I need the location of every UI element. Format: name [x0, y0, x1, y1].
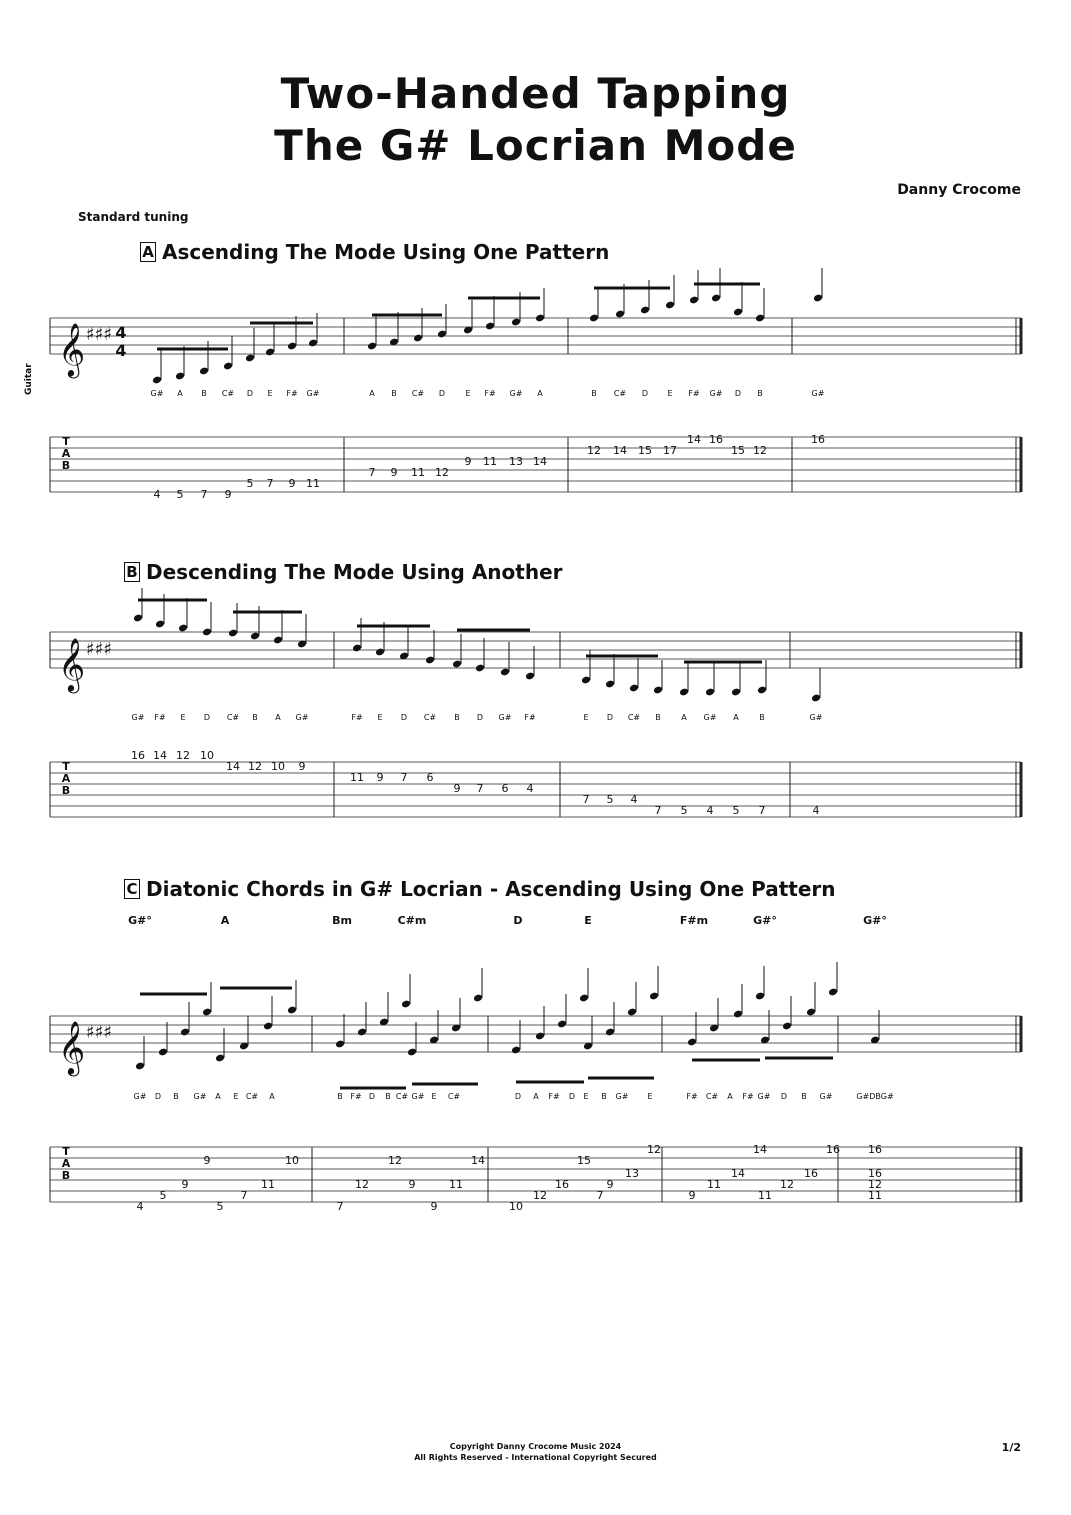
tab-fret-number: 13: [625, 1167, 639, 1180]
tab-fret-number: 12: [780, 1178, 794, 1191]
tab-fret-number: 11: [758, 1189, 772, 1202]
tab-fret-number: 9: [203, 1154, 211, 1167]
tab-fret-number: 9: [464, 455, 472, 468]
tab-fret-number: 7: [266, 477, 274, 490]
tab-fret-number: 11: [350, 771, 364, 784]
tab-fret-number: 14: [687, 433, 701, 446]
tab-fret-number: 9: [181, 1178, 189, 1191]
tab-fret-number: 4: [812, 804, 820, 817]
tab-clef-t: T: [62, 435, 70, 448]
note-name-label: E: [647, 1092, 653, 1101]
tab-fret-number: 7: [368, 466, 376, 479]
tab-fret-number: 12: [647, 1143, 661, 1156]
tab-fret-number: 12: [587, 444, 601, 457]
page-number: 1/2: [1001, 1441, 1021, 1454]
note-name-label: D: [368, 1092, 376, 1101]
tab-fret-number: 7: [240, 1189, 248, 1202]
tab-fret-number: 14: [613, 444, 627, 457]
chord-symbol: A: [220, 914, 230, 927]
note-name-label: F#: [286, 389, 298, 398]
note-name-label: G#: [306, 389, 320, 398]
note-name-label: B: [757, 389, 763, 398]
treble-clef: 𝄞: [58, 322, 86, 376]
note-name-label: E: [233, 1092, 239, 1101]
note-name-label: G#: [295, 713, 309, 722]
note-name-label: D: [514, 1092, 522, 1101]
tab-fret-number: 11: [868, 1189, 882, 1202]
tab-fret-number: 14: [731, 1167, 745, 1180]
time-signature-bottom: 4: [115, 341, 127, 360]
tab-fret-number: 9: [390, 466, 398, 479]
note-name-label: D: [154, 1092, 162, 1101]
tab-fret-number: 9: [408, 1178, 416, 1191]
note-name-label: A: [275, 713, 281, 722]
instrument-label: Guitar: [24, 363, 34, 395]
system-2-tab-staff: [50, 762, 1021, 817]
system-2-staff: [50, 632, 1021, 668]
tab-fret-number: 5: [246, 477, 254, 490]
note-name-label: E: [583, 713, 589, 722]
note-name-label: B: [173, 1092, 179, 1101]
tab-fret-number: 12: [176, 749, 190, 762]
tab-fret-number: 16: [868, 1143, 882, 1156]
chord-symbol: F#m: [679, 914, 709, 927]
tab-fret-number: 15: [731, 444, 745, 457]
tab-fret-number: 13: [509, 455, 523, 468]
tab-fret-number: 7: [596, 1189, 604, 1202]
note-name-label: C#: [627, 713, 641, 722]
tab-fret-number: 7: [336, 1200, 344, 1213]
note-name-label: G#: [133, 1092, 147, 1101]
note-name-label: E: [465, 389, 471, 398]
note-name-label: C#: [613, 389, 627, 398]
section-a-title: Ascending The Mode Using One Pattern: [162, 240, 610, 264]
chord-symbol: G#°: [863, 914, 887, 927]
note-name-label: A: [369, 389, 375, 398]
note-name-label: F#: [154, 713, 166, 722]
tab-fret-number: 5: [606, 793, 614, 806]
tab-fret-number: 9: [376, 771, 384, 784]
chord-symbol: G#°: [753, 914, 777, 927]
tab-fret-number: 9: [453, 782, 461, 795]
note-name-label: F#: [688, 389, 700, 398]
chord-symbol: C#m: [397, 914, 427, 927]
tab-fret-number: 7: [400, 771, 408, 784]
tab-fret-number: 14: [471, 1154, 485, 1167]
tab-clef-b: B: [61, 784, 71, 797]
tab-fret-number: 5: [159, 1189, 167, 1202]
note-name-label: C#: [226, 713, 240, 722]
note-name-label: B: [391, 389, 397, 398]
tab-fret-number: 14: [153, 749, 167, 762]
note-name-label: A: [533, 1092, 539, 1101]
note-name-label: C#: [411, 389, 425, 398]
tab-fret-number: 9: [688, 1189, 696, 1202]
tab-fret-number: 4: [630, 793, 638, 806]
note-name-label: F#: [548, 1092, 560, 1101]
note-name-label: A: [733, 713, 739, 722]
note-name-label: D: [476, 713, 484, 722]
tab-fret-number: 14: [226, 760, 240, 773]
chord-symbol: E: [584, 914, 592, 927]
tab-fret-number: 16: [826, 1143, 840, 1156]
tab-fret-number: 12: [248, 760, 262, 773]
tab-fret-number: 12: [868, 1178, 882, 1191]
note-name-label: C#: [395, 1092, 409, 1101]
note-name-label: A: [215, 1092, 221, 1101]
composer: Danny Crocome: [897, 182, 1021, 198]
tab-fret-number: 9: [430, 1200, 438, 1213]
tab-clef-a: A: [61, 447, 71, 460]
note-name-label: G#: [757, 1092, 771, 1101]
tab-fret-number: 10: [509, 1200, 523, 1213]
note-name-label: B: [201, 389, 207, 398]
tuning-label: Standard tuning: [78, 210, 189, 224]
tab-fret-number: 6: [501, 782, 509, 795]
tab-fret-number: 9: [606, 1178, 614, 1191]
note-name-label: E: [667, 389, 673, 398]
note-name-label: G#: [811, 389, 825, 398]
title-line-1: Two-Handed Tapping: [280, 69, 791, 118]
note-name-label: G#: [615, 1092, 629, 1101]
note-name-label: C#: [447, 1092, 461, 1101]
system-3-staff: [50, 1016, 1021, 1052]
tab-fret-number: 16: [131, 749, 145, 762]
note-name-label: B: [655, 713, 661, 722]
tab-fret-number: 11: [707, 1178, 721, 1191]
treble-clef: 𝄞: [58, 1020, 86, 1074]
note-name-label: F#: [484, 389, 496, 398]
note-name-label: G#: [498, 713, 512, 722]
note-name-label: B: [337, 1092, 343, 1101]
section-b-title: Descending The Mode Using Another: [146, 560, 563, 584]
note-name-label: G#: [709, 389, 723, 398]
tab-clef-a: A: [61, 772, 71, 785]
note-name-label: A: [727, 1092, 733, 1101]
chord-symbol: G#°: [128, 914, 152, 927]
note-name-label: E: [267, 389, 273, 398]
note-name-label: C#: [705, 1092, 719, 1101]
note-name-label: D: [568, 1092, 576, 1101]
note-name-label: F#: [686, 1092, 698, 1101]
note-name-label: D: [641, 389, 649, 398]
note-name-label: G#DBG#: [856, 1092, 894, 1101]
tab-clef-b: B: [61, 1169, 71, 1182]
tab-fret-number: 5: [732, 804, 740, 817]
note-name-label: G#: [809, 713, 823, 722]
tab-clef-a: A: [61, 1157, 71, 1170]
chord-symbol: Bm: [332, 914, 352, 927]
tab-fret-number: 6: [426, 771, 434, 784]
note-name-label: G#: [509, 389, 523, 398]
tab-fret-number: 9: [288, 477, 296, 490]
note-name-label: A: [177, 389, 183, 398]
note-name-label: G#: [411, 1092, 425, 1101]
tab-fret-number: 16: [709, 433, 723, 446]
tab-clef-t: T: [62, 1145, 70, 1158]
note-name-label: F#: [350, 1092, 362, 1101]
section-c-letter: C: [124, 879, 140, 899]
time-signature-top: 4: [115, 323, 127, 342]
tab-clef-b: B: [61, 459, 71, 472]
note-name-label: E: [377, 713, 383, 722]
tab-fret-number: 7: [582, 793, 590, 806]
note-name-label: B: [801, 1092, 807, 1101]
tab-fret-number: 16: [804, 1167, 818, 1180]
tab-fret-number: 4: [136, 1200, 144, 1213]
note-name-label: G#: [131, 713, 145, 722]
tab-fret-number: 10: [285, 1154, 299, 1167]
note-name-label: G#: [819, 1092, 833, 1101]
note-name-label: D: [734, 389, 742, 398]
chord-symbol: D: [513, 914, 523, 927]
tab-fret-number: 15: [638, 444, 652, 457]
note-name-label: C#: [423, 713, 437, 722]
note-name-label: D: [246, 389, 254, 398]
note-name-label: D: [606, 713, 614, 722]
note-name-label: B: [252, 713, 258, 722]
note-name-label: A: [681, 713, 687, 722]
tab-fret-number: 4: [526, 782, 534, 795]
key-signature: ♯♯♯: [86, 1022, 113, 1043]
note-name-label: E: [431, 1092, 437, 1101]
note-name-label: A: [269, 1092, 275, 1101]
tab-fret-number: 7: [758, 804, 766, 817]
note-name-label: D: [780, 1092, 788, 1101]
section-a-letter: A: [140, 242, 156, 262]
title-line-2: The G# Locrian Mode: [274, 121, 797, 170]
tab-fret-number: 7: [654, 804, 662, 817]
tab-fret-number: 9: [298, 760, 306, 773]
tab-fret-number: 11: [411, 466, 425, 479]
staves: [50, 318, 1021, 1202]
note-name-label: B: [759, 713, 765, 722]
note-name-label: B: [454, 713, 460, 722]
note-name-label: F#: [742, 1092, 754, 1101]
note-name-label: G#: [703, 713, 717, 722]
note-name-label: F#: [351, 713, 363, 722]
tab-fret-number: 5: [176, 488, 184, 501]
tab-fret-number: 16: [555, 1178, 569, 1191]
tab-fret-number: 5: [216, 1200, 224, 1213]
note-name-label: D: [203, 713, 211, 722]
note-name-label: B: [591, 389, 597, 398]
section-c-title: Diatonic Chords in G# Locrian - Ascending Using One Pattern: [146, 877, 836, 901]
tab-fret-number: 11: [449, 1178, 463, 1191]
tab-fret-number: 11: [483, 455, 497, 468]
note-name-label: B: [385, 1092, 391, 1101]
tab-fret-number: 7: [476, 782, 484, 795]
tab-fret-number: 4: [706, 804, 714, 817]
tab-fret-number: 12: [533, 1189, 547, 1202]
tab-fret-number: 10: [200, 749, 214, 762]
section-b-letter: B: [124, 562, 140, 582]
note-name-label: A: [537, 389, 543, 398]
tab-fret-number: 14: [753, 1143, 767, 1156]
tab-fret-number: 11: [306, 477, 320, 490]
note-name-label: E: [180, 713, 186, 722]
copyright-line-1: Copyright Danny Crocome Music 2024: [449, 1442, 622, 1451]
key-signature: ♯♯♯: [86, 639, 113, 660]
note-name-label: C#: [221, 389, 235, 398]
note-name-label: F#: [524, 713, 536, 722]
note-name-label: D: [400, 713, 408, 722]
tab-fret-number: 12: [388, 1154, 402, 1167]
key-signature: ♯♯♯: [86, 324, 113, 345]
tab-fret-number: 14: [533, 455, 547, 468]
tab-fret-number: 7: [200, 488, 208, 501]
tab-fret-number: 12: [753, 444, 767, 457]
tab-fret-number: 9: [224, 488, 232, 501]
note-name-label: D: [438, 389, 446, 398]
note-name-label: C#: [245, 1092, 259, 1101]
tab-fret-number: 12: [355, 1178, 369, 1191]
tab-fret-number: 5: [680, 804, 688, 817]
tab-fret-number: 4: [153, 488, 161, 501]
tab-fret-number: 10: [271, 760, 285, 773]
note-name-label: B: [601, 1092, 607, 1101]
treble-clef: 𝄞: [58, 637, 86, 691]
tab-fret-number: 16: [868, 1167, 882, 1180]
tab-fret-number: 11: [261, 1178, 275, 1191]
tab-fret-number: 16: [811, 433, 825, 446]
note-name-label: G#: [193, 1092, 207, 1101]
note-name-label: G#: [150, 389, 164, 398]
tab-fret-number: 17: [663, 444, 677, 457]
tab-fret-number: 12: [435, 466, 449, 479]
tab-fret-number: 15: [577, 1154, 591, 1167]
copyright-line-2: All Rights Reserved - International Copyright Secured: [414, 1453, 657, 1462]
note-name-label: E: [583, 1092, 589, 1101]
tab-clef-t: T: [62, 760, 70, 773]
labels: [58, 268, 894, 1213]
